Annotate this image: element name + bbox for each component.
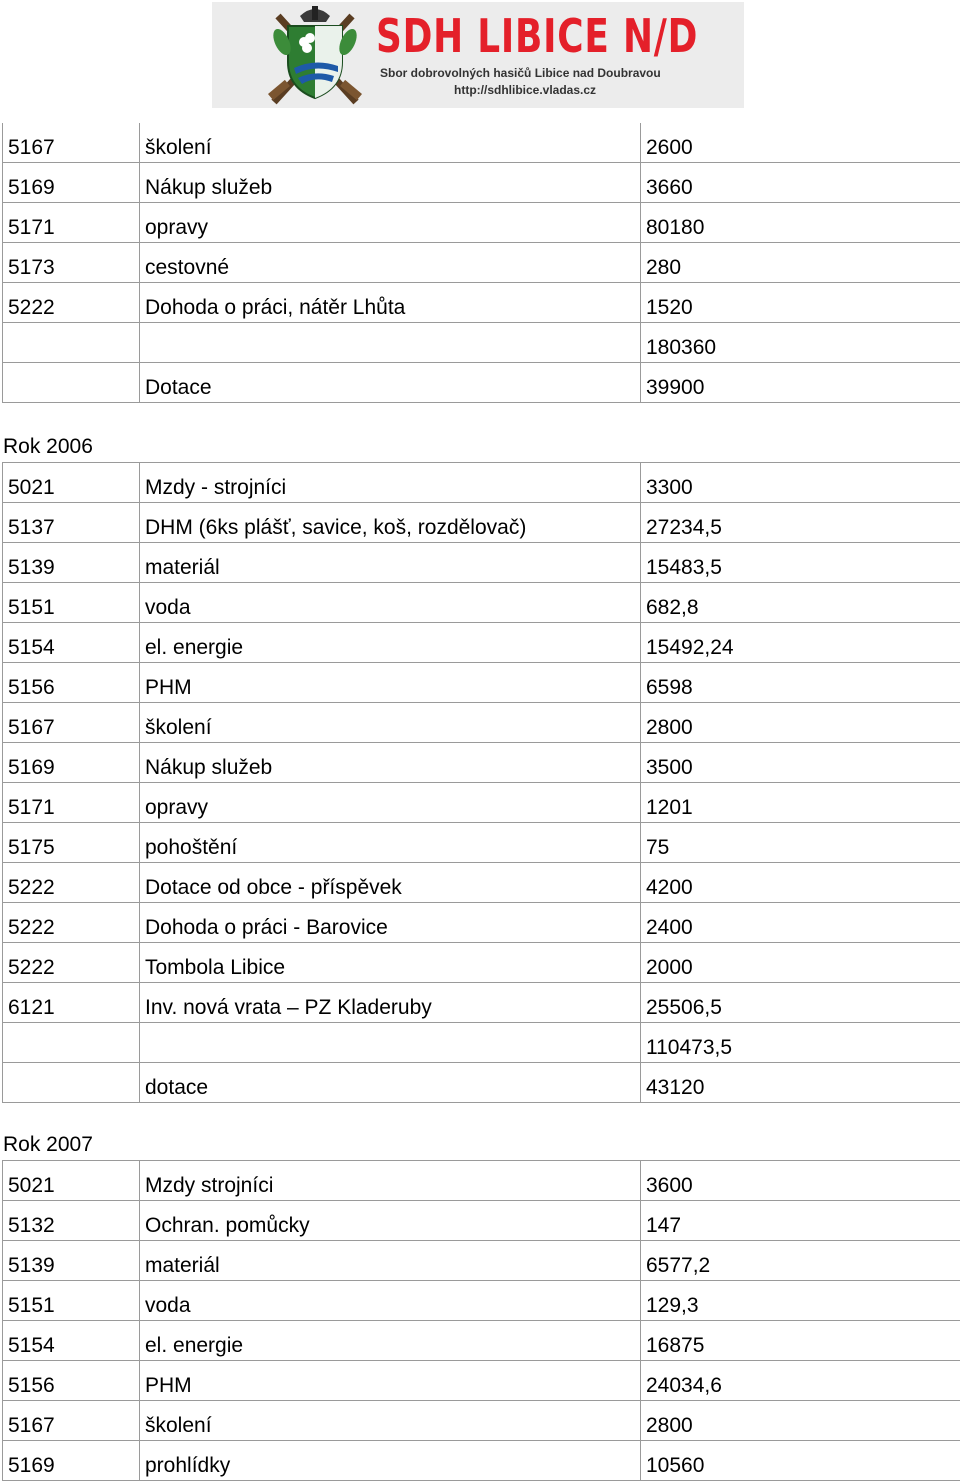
budget-table-continued <box>2 123 960 403</box>
table-row <box>3 243 960 283</box>
item-cell: PHM <box>140 1361 641 1401</box>
amount-cell: 24034,6 <box>641 1361 960 1401</box>
code-cell: 5154 <box>3 623 140 663</box>
code-cell: 5132 <box>3 1201 140 1241</box>
item-cell: Tombola Libice <box>140 943 641 983</box>
table-row <box>3 1201 960 1241</box>
subsidy-row <box>3 363 960 403</box>
logo-title: SDH LIBICE N/D <box>376 9 699 63</box>
code-cell: 5167 <box>3 703 140 743</box>
amount-cell: 3500 <box>641 743 960 783</box>
item-cell: DHM (6ks plášť, savice, koš, rozdělovač) <box>140 503 641 543</box>
amount-cell: 25506,5 <box>641 983 960 1023</box>
amount-cell: 682,8 <box>641 583 960 623</box>
item-cell: Ochran. pomůcky <box>140 1201 641 1241</box>
table-row <box>3 503 960 543</box>
table-row <box>3 663 960 703</box>
item-cell: školení <box>140 1401 641 1441</box>
year-heading-2006: Rok 2006 <box>3 435 93 458</box>
total-row <box>3 323 960 363</box>
amount-cell: 3660 <box>641 163 960 203</box>
item-cell: Mzdy - strojníci <box>140 463 641 503</box>
budget-table-2006 <box>2 462 960 1103</box>
year-heading-2007: Rok 2007 <box>3 1133 93 1156</box>
table-row <box>3 583 960 623</box>
table-row <box>3 1361 960 1401</box>
item-cell: Inv. nová vrata – PZ Kladeruby <box>140 983 641 1023</box>
table-row <box>3 703 960 743</box>
table-row <box>3 283 960 323</box>
code-cell: 5167 <box>3 1401 140 1441</box>
code-cell: 5151 <box>3 1281 140 1321</box>
item-cell: voda <box>140 1281 641 1321</box>
table-row <box>3 123 960 163</box>
amount-cell: 2800 <box>641 703 960 743</box>
amount-cell: 15492,24 <box>641 623 960 663</box>
item-cell: dotace <box>140 1063 641 1103</box>
item-cell: opravy <box>140 203 641 243</box>
code-cell: 5169 <box>3 163 140 203</box>
code-cell: 5169 <box>3 743 140 783</box>
amount-cell: 3600 <box>641 1161 960 1201</box>
page-header <box>0 0 960 123</box>
table-row <box>3 623 960 663</box>
code-cell: 5222 <box>3 283 140 323</box>
amount-cell: 280 <box>641 243 960 283</box>
item-cell: Dotace <box>140 363 641 403</box>
logo-subtitle: Sbor dobrovolných hasičů Libice nad Doubravou <box>380 66 661 80</box>
code-cell: 5139 <box>3 543 140 583</box>
code-cell: 5137 <box>3 503 140 543</box>
item-cell <box>140 323 641 363</box>
code-cell: 5222 <box>3 863 140 903</box>
table-row <box>3 863 960 903</box>
code-cell: 5222 <box>3 943 140 983</box>
code-cell: 5021 <box>3 1161 140 1201</box>
code-cell: 5173 <box>3 243 140 283</box>
code-cell: 5175 <box>3 823 140 863</box>
amount-cell: 3300 <box>641 463 960 503</box>
amount-cell: 4200 <box>641 863 960 903</box>
subsidy-row <box>3 1063 960 1103</box>
code-cell <box>3 363 140 403</box>
amount-cell: 2400 <box>641 903 960 943</box>
code-cell <box>3 1023 140 1063</box>
item-cell: Nákup služeb <box>140 743 641 783</box>
item-cell: Dohoda o práci, nátěr Lhůta <box>140 283 641 323</box>
table-row <box>3 743 960 783</box>
amount-cell: 1520 <box>641 283 960 323</box>
firefighter-emblem-icon <box>260 2 370 108</box>
table-row <box>3 1281 960 1321</box>
item-cell: Dotace od obce - příspěvek <box>140 863 641 903</box>
item-cell <box>140 1023 641 1063</box>
code-cell: 5139 <box>3 1241 140 1281</box>
code-cell: 5021 <box>3 463 140 503</box>
table-row <box>3 203 960 243</box>
item-cell: Dohoda o práci - Barovice <box>140 903 641 943</box>
amount-cell: 39900 <box>641 363 960 403</box>
item-cell: školení <box>140 703 641 743</box>
amount-cell: 80180 <box>641 203 960 243</box>
item-cell: voda <box>140 583 641 623</box>
table-row <box>3 1321 960 1361</box>
total-row <box>3 1023 960 1063</box>
code-cell: 5156 <box>3 663 140 703</box>
amount-cell: 6577,2 <box>641 1241 960 1281</box>
amount-cell: 43120 <box>641 1063 960 1103</box>
amount-cell: 180360 <box>641 323 960 363</box>
item-cell: Nákup služeb <box>140 163 641 203</box>
logo <box>212 2 744 108</box>
table-row <box>3 823 960 863</box>
item-cell: pohoštění <box>140 823 641 863</box>
item-cell: prohlídky <box>140 1441 641 1481</box>
code-cell: 5154 <box>3 1321 140 1361</box>
code-cell: 5169 <box>3 1441 140 1481</box>
amount-cell: 147 <box>641 1201 960 1241</box>
table-row <box>3 783 960 823</box>
amount-cell: 2800 <box>641 1401 960 1441</box>
amount-cell: 129,3 <box>641 1281 960 1321</box>
item-cell: Mzdy strojníci <box>140 1161 641 1201</box>
code-cell: 5222 <box>3 903 140 943</box>
amount-cell: 16875 <box>641 1321 960 1361</box>
code-cell: 5171 <box>3 203 140 243</box>
table-row <box>3 1401 960 1441</box>
item-cell: PHM <box>140 663 641 703</box>
table-row <box>3 1241 960 1281</box>
item-cell: el. energie <box>140 623 641 663</box>
item-cell: opravy <box>140 783 641 823</box>
amount-cell: 75 <box>641 823 960 863</box>
item-cell: materiál <box>140 1241 641 1281</box>
amount-cell: 6598 <box>641 663 960 703</box>
amount-cell: 2600 <box>641 123 960 163</box>
item-cell: školení <box>140 123 641 163</box>
table-row <box>3 1161 960 1201</box>
code-cell <box>3 323 140 363</box>
amount-cell: 110473,5 <box>641 1023 960 1063</box>
budget-table-2007 <box>2 1160 960 1481</box>
amount-cell: 1201 <box>641 783 960 823</box>
table-row <box>3 903 960 943</box>
amount-cell: 27234,5 <box>641 503 960 543</box>
code-cell: 6121 <box>3 983 140 1023</box>
amount-cell: 10560 <box>641 1441 960 1481</box>
code-cell: 5167 <box>3 123 140 163</box>
logo-url: http://sdhlibice.vladas.cz <box>454 83 597 97</box>
code-cell: 5171 <box>3 783 140 823</box>
table-row <box>3 943 960 983</box>
table-row <box>3 543 960 583</box>
code-cell: 5156 <box>3 1361 140 1401</box>
table-row <box>3 1441 960 1481</box>
code-cell <box>3 1063 140 1103</box>
table-row <box>3 163 960 203</box>
item-cell: materiál <box>140 543 641 583</box>
table-row <box>3 463 960 503</box>
amount-cell: 2000 <box>641 943 960 983</box>
code-cell: 5151 <box>3 583 140 623</box>
item-cell: cestovné <box>140 243 641 283</box>
amount-cell: 15483,5 <box>641 543 960 583</box>
table-row <box>3 983 960 1023</box>
item-cell: el. energie <box>140 1321 641 1361</box>
